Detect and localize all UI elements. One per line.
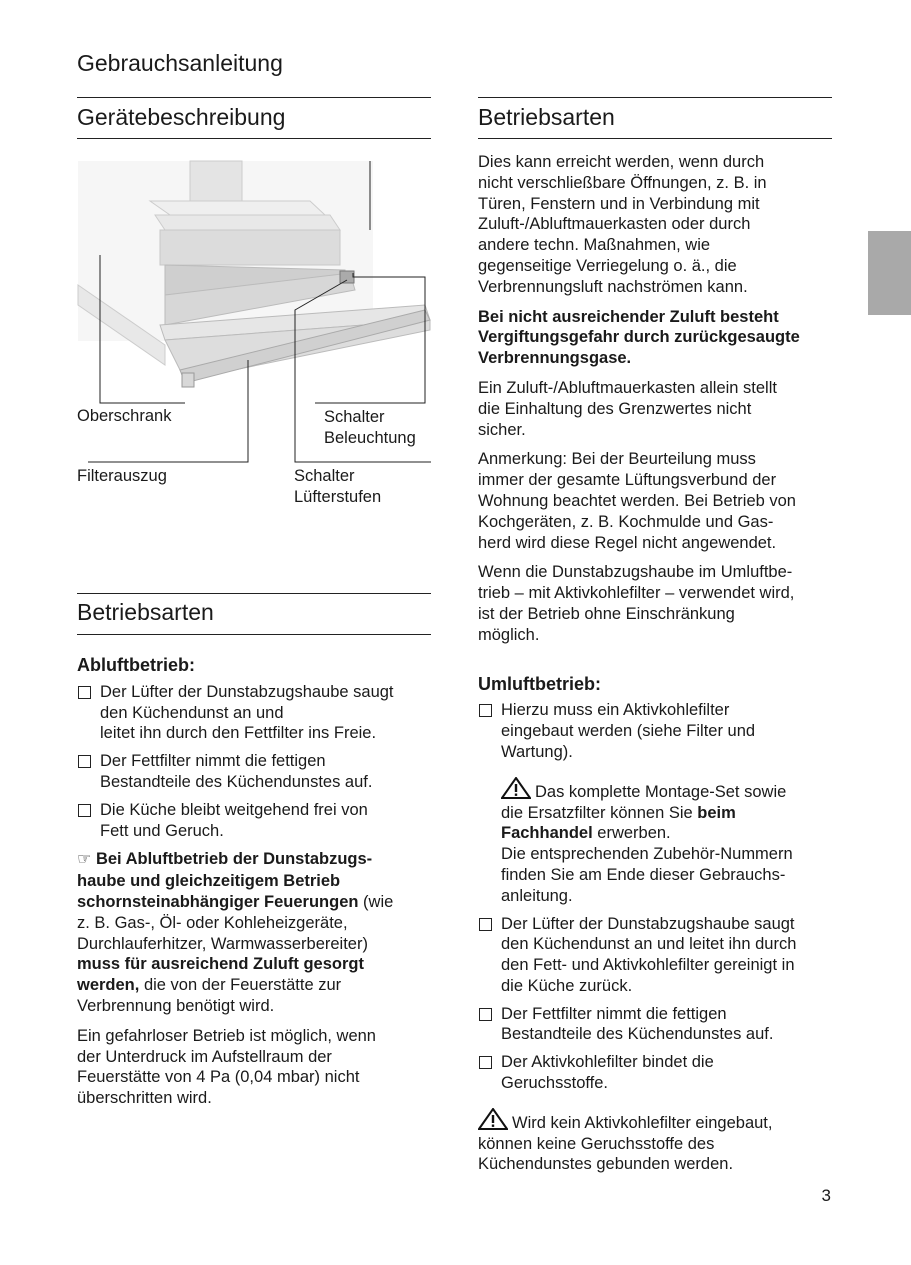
warning-triangle-icon xyxy=(478,1108,508,1130)
list-item xyxy=(478,1004,843,1046)
text: die von der Feuerstätte zur xyxy=(139,976,342,995)
text: Das komplette Montage-Set sowie xyxy=(535,782,787,801)
bold-text: werden, xyxy=(77,976,140,995)
line: Hierzu muss ein Aktivkohlefilter xyxy=(501,701,730,720)
line: nicht verschließbare Öffnungen, z. B. in xyxy=(478,173,767,192)
line: können keine Geruchsstoffe des xyxy=(478,1134,715,1153)
line: Vergiftungsgefahr durch zurückgesaugte xyxy=(478,328,800,347)
line: Der Lüfter der Dunstabzugshaube saugt xyxy=(100,682,394,701)
line: anleitung. xyxy=(501,886,573,905)
line: Feuerstätte von 4 Pa (0,04 mbar) nicht xyxy=(77,1068,360,1087)
line: gegenseitige Verriegelung o. ä., die xyxy=(478,256,737,275)
list-item xyxy=(77,682,437,744)
heading-umluftbetrieb: Umluftbetrieb: xyxy=(478,673,601,694)
line: Zuluft-/Abluftmauerkasten oder durch xyxy=(478,215,751,234)
line: die Küche zurück. xyxy=(501,976,633,995)
text: Durchlauferhitzer, Warmwasserbereiter) xyxy=(77,934,368,953)
checkbox-bullet-icon xyxy=(479,704,492,717)
label-schalter-beleuchtung xyxy=(324,407,416,449)
label-oberschrank: Oberschrank xyxy=(77,407,172,425)
line: andere techn. Maßnahmen, wie xyxy=(478,236,711,255)
line: Kochgeräten, z. B. Kochmulde und Gas- xyxy=(478,512,774,531)
text: Verbrennung benötigt wird. xyxy=(77,996,275,1015)
paragraph xyxy=(478,378,843,440)
line: Wartung). xyxy=(501,742,573,761)
page-number: 3 xyxy=(821,1186,831,1205)
line: der Unterdruck im Aufstellraum der xyxy=(77,1047,332,1066)
note-paragraph xyxy=(77,849,437,1016)
bold-text: Fachhandel xyxy=(501,824,593,843)
checkbox-bullet-icon xyxy=(78,755,91,768)
line: Der Lüfter der Dunstabzugshaube saugt xyxy=(501,914,795,933)
list-item xyxy=(77,751,437,793)
rule xyxy=(478,138,832,139)
rule xyxy=(77,138,431,139)
line: Bestandteile des Küchendunstes auf. xyxy=(501,1025,774,1044)
line: Geruchsstoffe. xyxy=(501,1074,609,1093)
checkbox-bullet-icon xyxy=(479,1008,492,1021)
document-title: Gebrauchsanleitung xyxy=(77,50,283,76)
bold-text: Bei Abluftbetrieb der Dunstabzugs- xyxy=(95,850,373,869)
line: Ein gefahrloser Betrieb ist möglich, wenn xyxy=(77,1026,376,1045)
line: Fett und Geruch. xyxy=(100,821,224,840)
list-item xyxy=(478,1052,843,1094)
warning-triangle-icon xyxy=(501,777,531,799)
right-text-column xyxy=(478,152,843,1175)
bold-text: schornsteinabhängiger Feuerungen xyxy=(77,892,359,911)
line: Bei nicht ausreichender Zuluft besteht xyxy=(478,307,779,326)
rule xyxy=(77,593,431,594)
checkbox-bullet-icon xyxy=(78,804,91,817)
line: Der Fettfilter nimmt die fettigen xyxy=(100,752,326,771)
line: ist der Betrieb ohne Einschränkung xyxy=(478,604,735,623)
left-text-column xyxy=(77,655,437,1118)
checkbox-bullet-icon xyxy=(479,918,492,931)
list-item xyxy=(478,700,843,762)
label-schalter-luefterstufen xyxy=(294,466,381,508)
heading-abluftbetrieb: Abluftbetrieb: xyxy=(77,655,195,675)
rule xyxy=(478,97,832,98)
line: den Küchendunst an und leitet ihn durch xyxy=(501,935,797,954)
line: Anmerkung: Bei der Beurteilung muss xyxy=(478,450,756,469)
text: (wie xyxy=(358,892,394,911)
line: finden Sie am Ende dieser Gebrauchs- xyxy=(501,865,786,884)
checkbox-bullet-icon xyxy=(78,686,91,699)
line: immer der gesamte Lüftungsverbund der xyxy=(478,471,777,490)
text: erwerben. xyxy=(592,824,671,843)
text: z. B. Gas-, Öl- oder Kohleheizgeräte, xyxy=(77,913,348,932)
line: Türen, Fenstern und in Verbindung mit xyxy=(478,194,760,213)
line: Küchendunstes gebunden werden. xyxy=(478,1155,734,1174)
caution-note xyxy=(478,777,843,907)
heading-betriebsarten-right: Betriebsarten xyxy=(478,104,615,130)
bold-text: beim xyxy=(697,803,736,822)
label-line: Lüfterstufen xyxy=(294,488,382,506)
line: leitet ihn durch den Fettfilter ins Freie. xyxy=(100,724,377,743)
line: überschritten wird. xyxy=(77,1089,212,1108)
line: den Fett- und Aktivkohlefilter gereinigt in xyxy=(501,956,795,975)
label-line: Beleuchtung xyxy=(324,429,416,447)
caution-note xyxy=(478,1108,843,1175)
label-filterauszug: Filterauszug xyxy=(77,467,167,485)
line: sicher. xyxy=(478,420,526,439)
line: Ein Zuluft-/Abluftmauerkasten allein stellt xyxy=(478,378,777,397)
rule xyxy=(77,97,431,98)
line: Verbrennungsgase. xyxy=(478,349,632,368)
line: Wenn die Dunstabzugshaube im Umluftbe- xyxy=(478,563,793,582)
bold-text: muss für ausreichend Zuluft gesorgt xyxy=(77,955,364,974)
line: eingebaut werden (siehe Filter und xyxy=(501,722,756,741)
list-item xyxy=(478,914,843,997)
text: die Ersatzfilter können Sie xyxy=(501,803,698,822)
line: Der Fettfilter nimmt die fettigen xyxy=(501,1004,727,1023)
rule xyxy=(77,634,431,635)
line: Die entsprechenden Zubehör-Nummern xyxy=(501,845,793,864)
heading-geraetebeschreibung: Gerätebeschreibung xyxy=(77,104,286,130)
bold-text: haube und gleichzeitigem Betrieb xyxy=(77,872,341,891)
checkbox-bullet-icon xyxy=(479,1056,492,1069)
paragraph-safe-operation xyxy=(77,1026,437,1109)
line: möglich. xyxy=(478,625,540,644)
line: Der Aktivkohlefilter bindet die xyxy=(501,1053,714,1072)
heading-betriebsarten-left: Betriebsarten xyxy=(77,599,214,625)
line: den Küchendunst an und xyxy=(100,703,284,722)
pointing-hand-icon: ☞ xyxy=(77,851,92,869)
label-line: Schalter xyxy=(324,408,385,426)
paragraph xyxy=(478,449,843,553)
paragraph xyxy=(478,562,843,645)
warning-paragraph xyxy=(478,307,843,369)
line: herd wird diese Regel nicht angewendet. xyxy=(478,533,777,552)
line: Wohnung beachtet werden. Bei Betrieb von xyxy=(478,491,796,510)
line: trieb – mit Aktivkohlefilter – verwendet wird, xyxy=(478,584,795,603)
label-line: Schalter xyxy=(294,467,355,485)
line: die Einhaltung des Grenzwertes nicht xyxy=(478,399,752,418)
line: Die Küche bleibt weitgehend frei von xyxy=(100,800,368,819)
list-item xyxy=(77,800,437,842)
paragraph xyxy=(478,152,843,298)
line: Verbrennungsluft nachströmen kann. xyxy=(478,277,748,296)
line: Bestandteile des Küchendunstes auf. xyxy=(100,772,373,791)
section-tab-marker xyxy=(868,231,911,315)
text: Wird kein Aktivkohlefilter eingebaut, xyxy=(512,1113,773,1132)
line: Dies kann erreicht werden, wenn durch xyxy=(478,153,765,171)
